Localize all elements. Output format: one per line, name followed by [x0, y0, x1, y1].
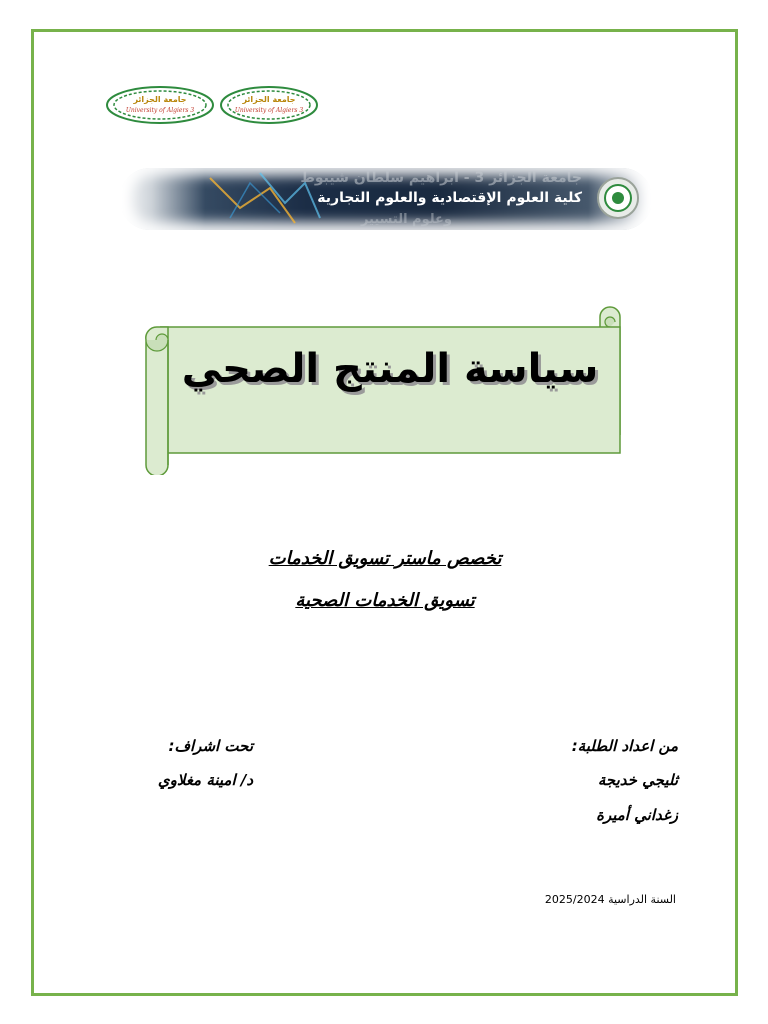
svg-text:جامعة الجزائر: جامعة الجزائر — [133, 95, 187, 104]
banner-faculty-name: كلية العلوم الإقتصادية والعلوم التجارية — [317, 190, 582, 206]
banner-faculty-subtitle: وعلوم التسيير — [360, 212, 452, 227]
banner-university-name: جامعة الجزائر 3 - ابراهيم سلطان شيبوط — [300, 170, 582, 186]
svg-text:University of Algiers 3: University of Algiers 3 — [234, 107, 304, 114]
student-name: ثليجي خديجة — [597, 771, 678, 789]
students-heading: من اعداد الطلبة: — [571, 737, 678, 755]
university-logo-left — [105, 85, 215, 125]
faculty-emblem-icon — [596, 176, 640, 220]
university-logo-right — [219, 85, 329, 125]
specialization-subtitle: تسويق الخدمات الصحية — [295, 590, 475, 611]
specialization-title: تخصص ماستر تسويق الخدمات — [268, 548, 502, 569]
supervisor-name: د/ امينة مغلاوي — [157, 771, 253, 789]
document-title: سياسة المنتج الصحي — [181, 346, 599, 392]
svg-text:University of Algiers 3: University of Algiers 3 — [125, 107, 195, 114]
academic-year: السنة الدراسية 2025/2024 — [544, 893, 676, 906]
faculty-banner — [120, 168, 652, 230]
student-name: زغداني أميرة — [596, 806, 678, 824]
svg-text:جامعة الجزائر: جامعة الجزائر — [242, 95, 296, 104]
supervisor-heading: تحت اشراف: — [168, 737, 253, 755]
